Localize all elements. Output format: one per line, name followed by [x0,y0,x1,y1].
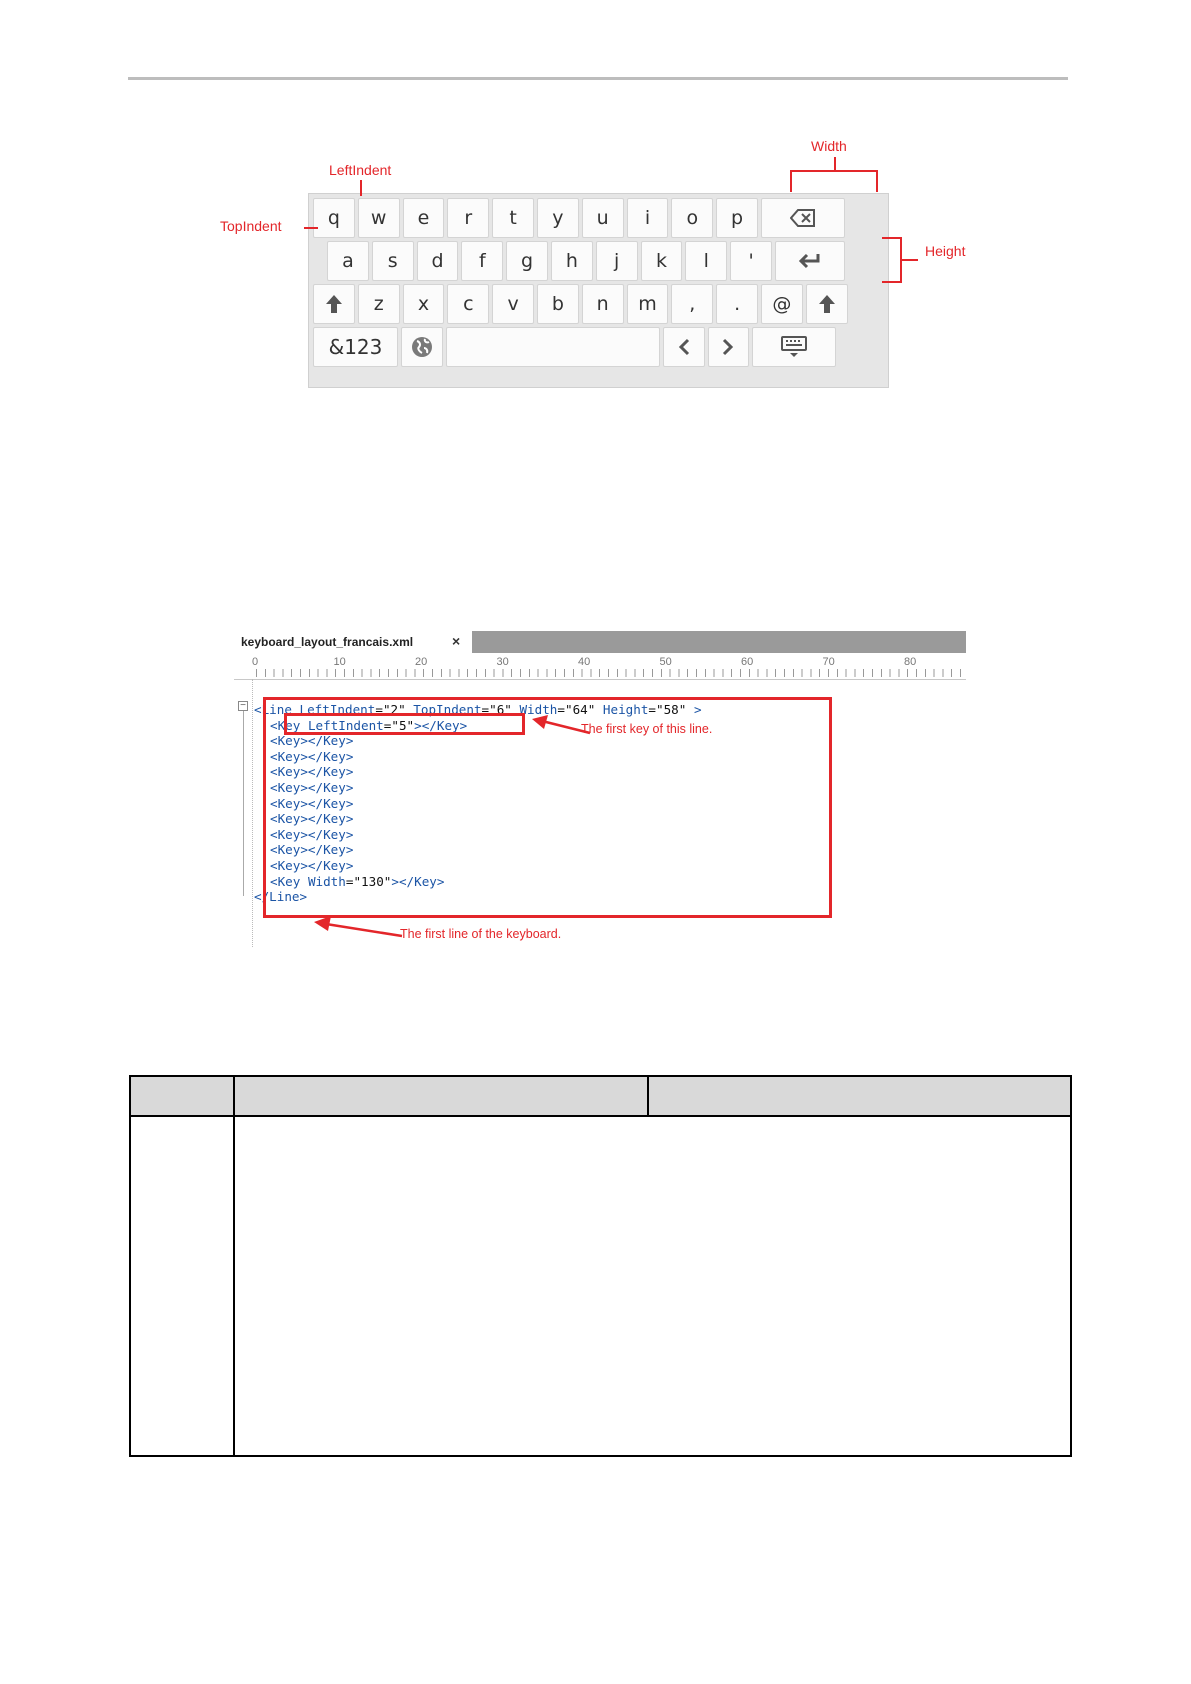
code-empty-key: <Key></Key> [270,795,354,811]
backspace-icon [790,209,816,227]
width-bracket-stem [834,157,836,171]
key-s[interactable]: s [372,241,414,281]
code-line-close: </Line> [254,889,308,905]
ruler-ticks [256,669,966,677]
shift-key[interactable] [806,284,848,324]
key-x[interactable]: x [403,284,445,324]
tab-title: keyboard_layout_francais.xml [241,635,414,649]
key-.[interactable]: . [716,284,758,324]
editor-ruler [234,653,966,680]
code-empty-key: <Key></Key> [270,748,354,764]
shift-icon [818,294,836,314]
xml-editor-figure [234,631,966,947]
code-empty-key: <Key></Key> [270,764,354,780]
table-row [130,1116,1071,1456]
enter-key[interactable] [775,241,845,281]
key-e[interactable]: e [403,198,445,238]
left-indent-label: LeftIndent [329,162,392,178]
keyboard-hide-icon [781,336,807,358]
fold-toggle-icon[interactable]: − [238,701,248,711]
table-header-cell [130,1076,234,1116]
top-indent-label: TopIndent [220,218,282,234]
first-line-arrow [314,916,404,940]
shift-icon [325,294,343,314]
height-bracket-stem [902,259,918,261]
enter-icon [798,252,822,270]
table-cell [130,1116,234,1456]
tab-keyboard-layout-file[interactable] [234,631,472,653]
key-,[interactable]: , [671,284,713,324]
code-empty-key: <Key></Key> [270,826,354,842]
keyboard-figure [220,135,980,395]
table-header-row [130,1076,1071,1116]
ruler-label: 0 [252,656,259,668]
ruler-label: 80 [904,656,917,668]
left-key[interactable] [663,327,705,367]
ruler-label: 50 [659,656,672,668]
key-@[interactable]: @ [761,284,803,324]
hide-keyboard-key[interactable] [752,327,836,367]
code-empty-key: <Key></Key> [270,811,354,827]
width-bracket-left [790,170,792,192]
globe-icon [410,335,434,359]
code-empty-key: <Key></Key> [270,780,354,795]
key-o[interactable]: o [671,198,713,238]
shift-key[interactable] [313,284,355,324]
key-q[interactable]: q [313,198,355,238]
key-r[interactable]: r [447,198,489,238]
key-f[interactable]: f [461,241,503,281]
first-key-highlight [284,713,525,735]
code-empty-key: <Key></Key> [270,858,354,873]
table-header-cell [234,1076,648,1116]
globe-key[interactable] [401,327,443,367]
fold-guide [243,711,244,896]
top-indent-marker [304,227,318,229]
key-z[interactable]: z [358,284,400,324]
code-empty-key: <Key></Key> [270,842,354,858]
first-line-annotation: The first line of the keyboard. [400,927,562,941]
chevron-left-icon [677,338,691,356]
editor-tab-bar [234,631,966,653]
key-k[interactable]: k [641,241,683,281]
key-g[interactable]: g [506,241,548,281]
first-key-annotation: The first key of this line. [581,722,713,736]
backspace-key[interactable] [761,198,845,238]
key-i[interactable]: i [627,198,669,238]
left-indent-marker [360,180,362,196]
code-empty-key: <Key></Key> [270,733,354,749]
key-l[interactable]: l [685,241,727,281]
key-m[interactable]: m [627,284,669,324]
key-w[interactable]: w [358,198,400,238]
code-first-key: <Key LeftIndent="5"></Key> [270,717,468,733]
right-key[interactable] [708,327,750,367]
key-v[interactable]: v [492,284,534,324]
key-p[interactable]: p [716,198,758,238]
page-header-rule [128,77,1068,80]
key-y[interactable]: y [537,198,579,238]
key-b[interactable]: b [537,284,579,324]
code-last-key: <Key Width="130"></Key> [270,873,445,889]
key-d[interactable]: d [417,241,459,281]
key-j[interactable]: j [596,241,638,281]
parameter-table [129,1075,1072,1457]
space-key[interactable] [446,327,660,367]
width-label: Width [811,138,847,154]
key-u[interactable]: u [582,198,624,238]
ruler-label: 60 [741,656,754,668]
ruler-label: 30 [496,656,509,668]
height-bracket-top [882,237,902,239]
table-cell [234,1116,1071,1456]
ruler-label: 10 [333,656,346,668]
ruler-label: 20 [415,656,428,668]
height-bracket-bottom [882,281,902,283]
ruler-label: 40 [578,656,591,668]
key-a[interactable]: a [327,241,369,281]
close-icon[interactable]: × [452,633,461,649]
chevron-right-icon [721,338,735,356]
key-t[interactable]: t [492,198,534,238]
key-h[interactable]: h [551,241,593,281]
editor-gutter [234,679,253,947]
ruler-label: 70 [822,656,835,668]
key-symbols[interactable]: &123 [313,327,398,367]
table-header-cell [648,1076,1071,1116]
onscreen-keyboard [308,193,889,388]
key-c[interactable]: c [447,284,489,324]
width-bracket-bar [790,170,878,172]
key-'[interactable]: ' [730,241,772,281]
code-line-open: <Line LeftIndent="2" TopIndent="6" Width="64" Height="58" > [254,702,702,717]
height-label: Height [925,243,966,259]
key-n[interactable]: n [582,284,624,324]
width-bracket-right [876,170,878,192]
